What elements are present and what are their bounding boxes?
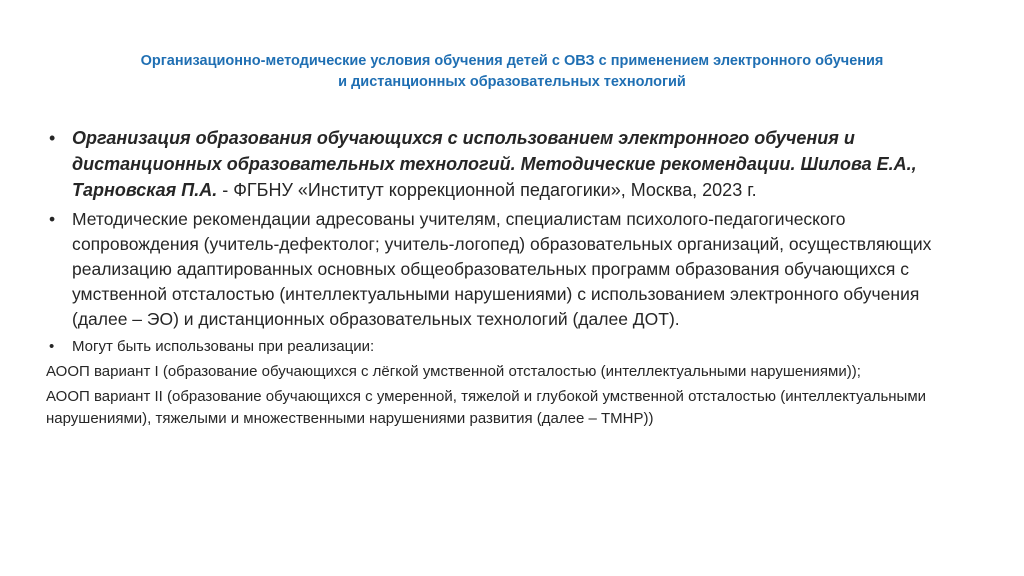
variant-2-paragraph: АООП вариант II (образование обучающихся с умеренной, тяжелой и глубокой умственной отсталостью (интеллектуальными нарушениями), тяжелыми и множественными нарушениями развития (далее – ТМНР)) — [46, 388, 927, 427]
variant-1-paragraph: АООП вариант I (образование обучающихся с лёгкой умственной отсталостью (интеллектуальными нарушениями)); — [46, 363, 861, 380]
audience-description: Методические рекомендации адресованы учителям, специалистам психолого-педагогического сопровождения (учитель-дефектолог; учитель-логопед) образовательных организаций, осуществляющих реализацию адаптированных основных общеобразовательных программ образования обучающихся с умственной отсталостью (интеллектуальными нарушениями) с использованием электронного обучения (далее – ЭО) и дистанционных образовательных технологий (далее ДОТ). — [72, 209, 932, 329]
slide-title-line-1: Организационно-методические условия обучения детей с ОВЗ с применением электронного обучения — [140, 53, 884, 69]
source-citation-emphasis: Организация образования обучающихся с использованием электронного обучения и дистанционных образовательных технологий. Методические рекомендации. Шилова Е.А., Тарновская П.А. — [72, 128, 917, 200]
bullet-item-source — [46, 125, 946, 203]
bullet-item-usage — [46, 336, 946, 358]
usage-intro: Могут быть использованы при реализации: — [72, 338, 375, 355]
bullet-icon: • — [49, 128, 56, 148]
bullet-item-audience — [46, 207, 946, 332]
slide-title-line-2: и дистанционных образовательных технологий — [338, 74, 686, 90]
slide-body — [46, 125, 946, 433]
slide-title — [60, 51, 964, 93]
bullet-icon: • — [49, 209, 56, 229]
bullet-icon: • — [49, 338, 55, 355]
source-citation-publisher: - ФГБНУ «Институт коррекционной педагогики», Москва, 2023 г. — [217, 180, 757, 200]
